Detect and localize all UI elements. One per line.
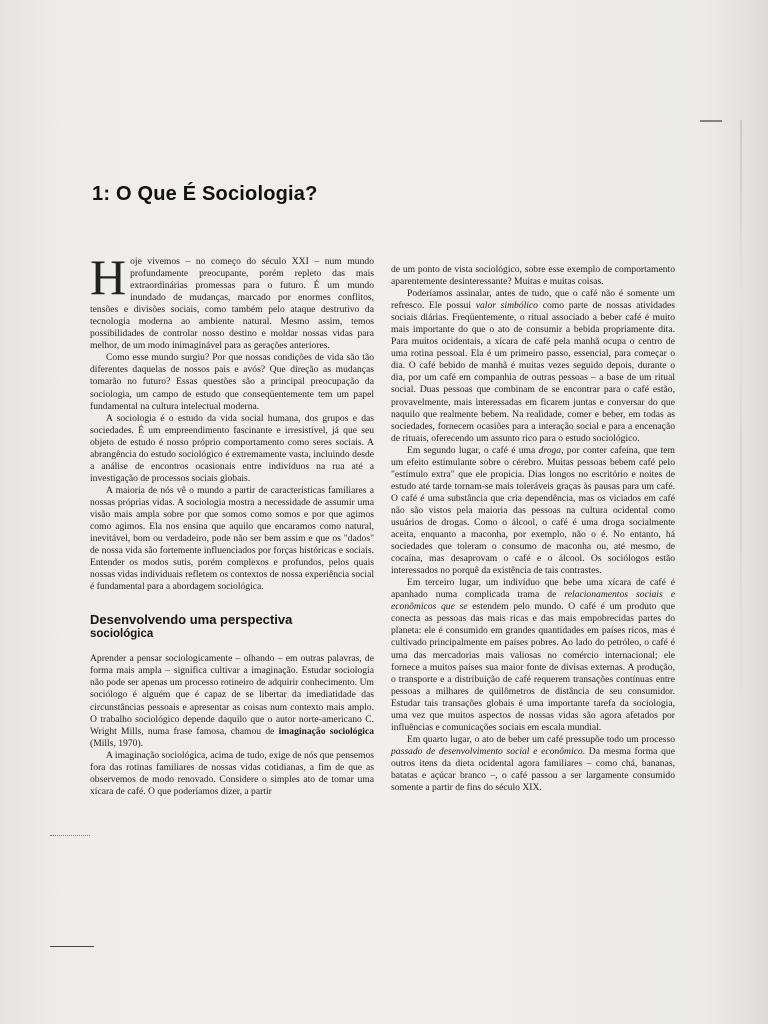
emphasis: passado de desenvolvimento social e econômico xyxy=(391,745,583,757)
chapter-title: 1: O Que É Sociologia? xyxy=(92,183,318,205)
paragraph: Como esse mundo surgiu? Por que nossas condições de vida são tão diferentes daquelas de nossos pais e avós? Que direção as mudanças tomarão no futuro? Essas questões são a principal preocupação da sociologia, um campo de estudo que conseqüentemente tem um papel fundamental na cultura intelectual moderna. xyxy=(90,352,374,412)
emphasis: relacionamentos sociais e econômicos que se xyxy=(391,589,675,613)
text-run: como parte de nossas atividades sociais diárias. Freqüentemente, o ritual associado a beber café é muito mais importante do que o ato de consumir a bebida propriamente dita. Para muitos ocidentais, a xícara de café pela manhã ocupa o centro de uma rotina pessoal. Ela é um primeiro passo, essencial, para começar o dia. O café bebido de manhã é muitas vezes seguido depois, durante o dia, por um café em companhia de outras pessoas – a base de um ritual social. Duas pessoas que combinam de se encontrar para o café estão, provavelmente, mais interessadas em ficarem juntas e conversar do que naquilo que realmente bebem. Na realidade, comer e beber, em todas as sociedades, fornecem ocasiões para a interação social e para a encenação de rituais, oferecendo um assunto rico para o estudo sociológico. xyxy=(391,300,675,444)
emphasis: valor simbólico xyxy=(475,300,538,312)
paragraph xyxy=(391,288,675,445)
left-column xyxy=(90,249,374,798)
scan-artifact-streak xyxy=(740,120,742,720)
text-run: Aprender a pensar sociologicamente – olhando – em outras palavras, de forma mais ampla – significa cultivar a imaginação. Estudar sociologia não pode ser apenas um processo rotineiro de adquirir conhecimento. Um sociólogo é alguém que é capaz de se libertar da imediatidade das circunstâncias pessoais e apresentar as coisas num contexto mais amplo. O trabalho sociológico depende daquilo que o autor norte-americano C. Wright Mills, numa frase famosa, chamou de xyxy=(90,653,374,737)
text-run: . Da mesma forma que outros itens da dieta ocidental agora familiares – como chá, bananas, batatas e açúcar branco –, o café passou a ser largamente consumido somente a partir de fins do século XIX. xyxy=(391,745,675,794)
paragraph: A imaginação sociológica, acima de tudo, exige de nós que pensemos fora das rotinas familiares de nossas vidas cotidianas, a fim de que as observemos de modo renovado. Considere o simples ato de tomar uma xícara de café. O que poderíamos dizer, a partir xyxy=(90,749,374,797)
paragraph: A sociologia é o estudo da vida social humana, dos grupos e das sociedades. É um empreendimento fascinante e irresistível, já que seu objeto de estudo é nosso próprio comportamento como seres sociais. A abrangência do estudo sociológico é extremamente vasta, incluindo desde a análise de encontros ocasionais entre indivíduos na rua até a investigação de processos sociais globais. xyxy=(90,412,374,484)
emphasis: droga xyxy=(538,444,562,456)
section-heading-line2: sociológica xyxy=(90,628,154,641)
section-heading xyxy=(90,613,374,641)
text-run: Em terceiro lugar, um indivíduo que bebe uma xícara de café é apanhado numa complicada trama de xyxy=(391,577,675,601)
paragraph xyxy=(90,653,374,749)
paragraph: de um ponto de vista sociológico, sobre esse exemplo de comportamento aparentemente desinteressante? Muitas e muitas coisas. xyxy=(391,264,675,288)
text-run: Em segundo lugar, o café é uma xyxy=(407,444,539,456)
section-heading-line1: Desenvolvendo uma perspectiva xyxy=(90,612,293,628)
paragraph xyxy=(391,734,675,794)
text-run: estendem pelo mundo. O café é um produto que conecta as pessoas das mais ricas e das mais empobrecidas partes do planeta: ele é consumido em grandes quantidades em países ricos, mas é cultivado principalmente em países pobres. Ao lado do petróleo, o café é uma das mercadorias mais valiosas no comércio internacional; ele fornece a muitos países sua maior fonte de divisas externas. A produção, o transporte e a distribuição de café requerem transações contínuas entre pessoas a milhares de quilômetros de distância de seu consumidor. Estudar tais transações globais é uma importante tarefa da sociologia, uma vez que muitos aspectos de nossas vidas são agora afetados por influências e comunicações sociais em escala mundial. xyxy=(391,601,675,733)
paragraph xyxy=(391,445,675,578)
key-term: imaginação sociológica xyxy=(278,725,374,737)
text-run: (Mills, 1970). xyxy=(90,737,144,749)
margin-dotted-line xyxy=(50,835,90,836)
paragraph xyxy=(391,577,675,734)
right-column xyxy=(391,264,675,794)
intro-paragraph xyxy=(90,249,374,352)
drop-cap: H xyxy=(90,249,127,305)
text-run: Poderíamos assinalar, antes de tudo, que o café não é somente um refresco. Ele possui xyxy=(391,288,675,312)
scan-artifact-mark xyxy=(700,120,722,132)
text-run: , por conter cafeína, que tem um efeito estimulante sobre o cérebro. Muitas pessoas bebem café pelo "estímulo extra" que ele propicia. Dias longos no escritório e noites de estudo até tarde tornam-se mais toleráveis graças às pausas para um café. O café é uma substância que cria dependência, mas os viciados em café não são vistos pela maioria das pessoas na cultura ocidental como usuários de drogas. Como o álcool, o café é uma droga socialmente aceita, enquanto a maconha, por exemplo, não o é. No entanto, há sociedades que toleram o consumo de maconha ou, até mesmo, de cocaína, mas desaprovam o café e o álcool. Os sociólogos estão interessados no porquê da existência de tais contrastes. xyxy=(391,444,675,577)
text-run: Em quarto lugar, o ato de beber um café pressupõe todo um processo xyxy=(407,733,675,745)
intro-text: oje vivemos – no começo do século XXI – num mundo profundamente preocupante, porém repleto das mais extraordinárias promessas para o futuro. É um mundo inundado de mudanças, marcado por enormes conflitos, tensões e divisões sociais, como também pelo ataque destrutivo da tecnologia moderna ao ambiente natural. Mesmo assim, temos possibilidades de controlar nosso destino e moldar nossas vidas para melhor, de um modo inimaginável para as gerações anteriores. xyxy=(90,256,374,352)
paragraph: A maioria de nós vê o mundo a partir de características familiares a nossas próprias vidas. A sociologia mostra a necessidade de assumir uma visão mais ampla sobre por que somos como somos e por que agimos como agimos. Ela nos ensina que aquilo que encaramos como natural, inevitável, bom ou verdadeiro, pode não ser bem assim e que os "dados" de nossa vida são fortemente influenciados por forças históricas e sociais. Entender os modos sutis, porém complexos e profundos, pelos quais nossas vidas individuais refletem os contextos de nossa experiência social é fundamental para a abordagem sociológica. xyxy=(90,484,374,593)
margin-rule xyxy=(50,946,94,947)
